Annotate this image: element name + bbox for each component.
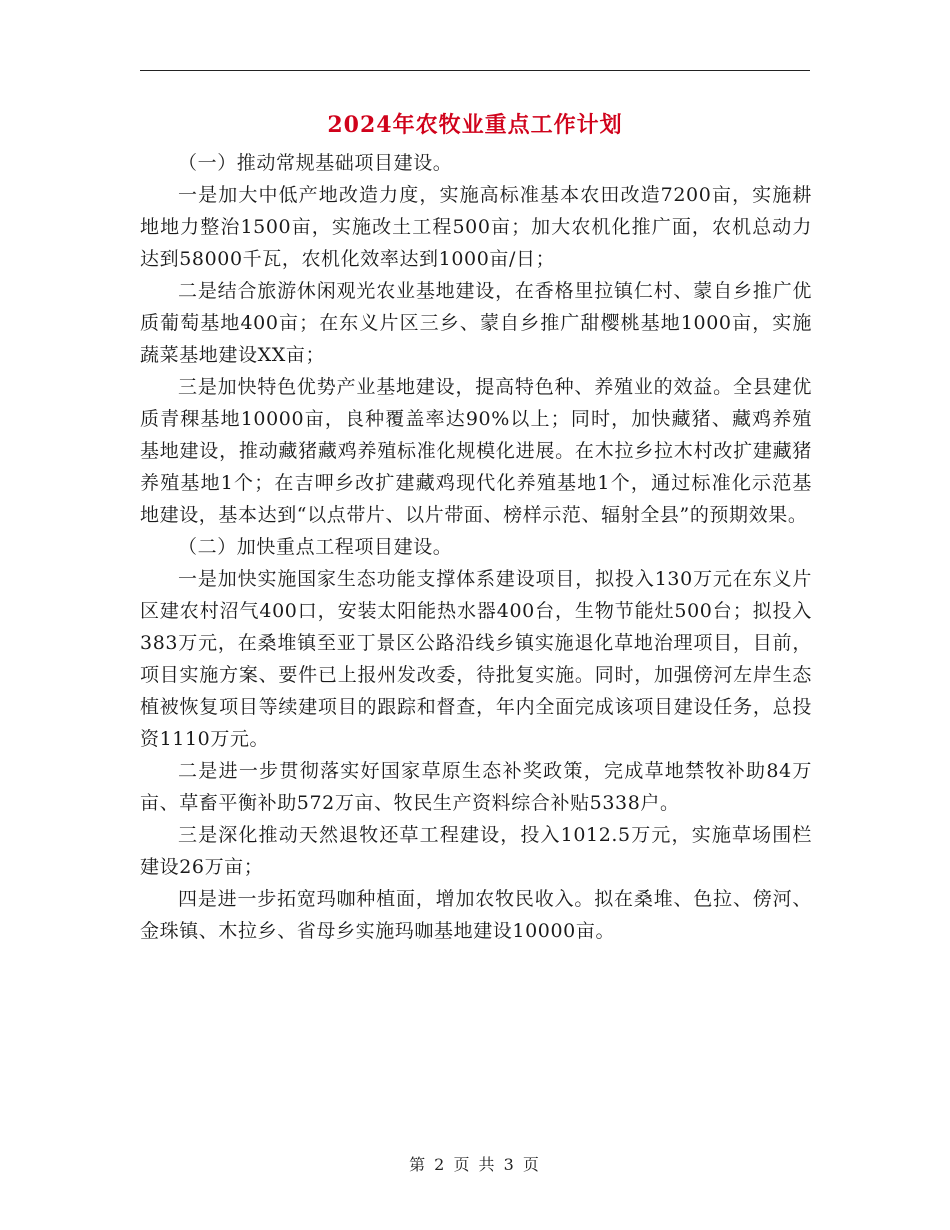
document-body (140, 147, 812, 947)
header-rule (140, 70, 810, 71)
paragraph-7: 四是进一步拓宽玛咖种植面，增加农牧民收入。拟在桑堆、色拉、傍河、金珠镇、木拉乡、省母乡实施玛咖基地建设10000亩。 (140, 888, 812, 942)
paragraph-2: 二是结合旅游休闲观光农业基地建设，在香格里拉镇仁村、蒙自乡推广优质葡萄基地400亩；在东义片区三乡、蒙自乡推广甜樱桃基地1000亩，实施蔬菜基地建设XX亩； (140, 280, 812, 366)
paragraph-3: 三是加快特色优势产业基地建设，提高特色种、养殖业的效益。全县建优质青稞基地10000亩，良种覆盖率达90%以上；同时，加快藏猪、藏鸡养殖基地建设，推动藏猪藏鸡养殖标准化规模化进展。在木拉乡拉木村改扩建藏猪养殖基地1个；在吉呷乡改扩建藏鸡现代化养殖基地1个，通过标准化示范基地建设，基本达到“以点带片、以片带面、榜样示范、辐射全县”的预期效果。 (140, 376, 812, 526)
paragraph-6: 三是深化推动天然退牧还草工程建设，投入1012.5万元，实施草场围栏建设26万亩； (140, 824, 812, 878)
paragraph-4: 一是加快实施国家生态功能支撑体系建设项目，拟投入130万元在东义片区建农村沼气400口，安装太阳能热水器400台，生物节能灶500台；拟投入383万元，在桑堆镇至亚丁景区公路沿线乡镇实施退化草地治理项目，目前，项目实施方案、要件已上报州发改委，待批复实施。同时，加强傍河左岸生态植被恢复项目等续建项目的跟踪和督查，年内全面完成该项目建设任务，总投资1110万元。 (140, 568, 812, 750)
document-title: 2024年农牧业重点工作计划 (327, 112, 623, 138)
paragraph-5: 二是进一步贯彻落实好国家草原生态补奖政策，完成草地禁牧补助84万亩、草畜平衡补助572万亩、牧民生产资料综合补贴5338户。 (140, 760, 812, 814)
paragraph-1: 一是加大中低产地改造力度，实施高标准基本农田改造7200亩，实施耕地地力整治1500亩，实施改土工程500亩；加大农机化推广面，农机总动力达到58000千瓦，农机化效率达到1000亩/日； (140, 184, 812, 270)
section-heading-2: （二）加快重点工程项目建设。 (178, 536, 453, 558)
page-number: 第 2 页 共 3 页 (409, 1155, 541, 1174)
section-heading-1: （一）推动常规基础项目建设。 (178, 152, 453, 174)
